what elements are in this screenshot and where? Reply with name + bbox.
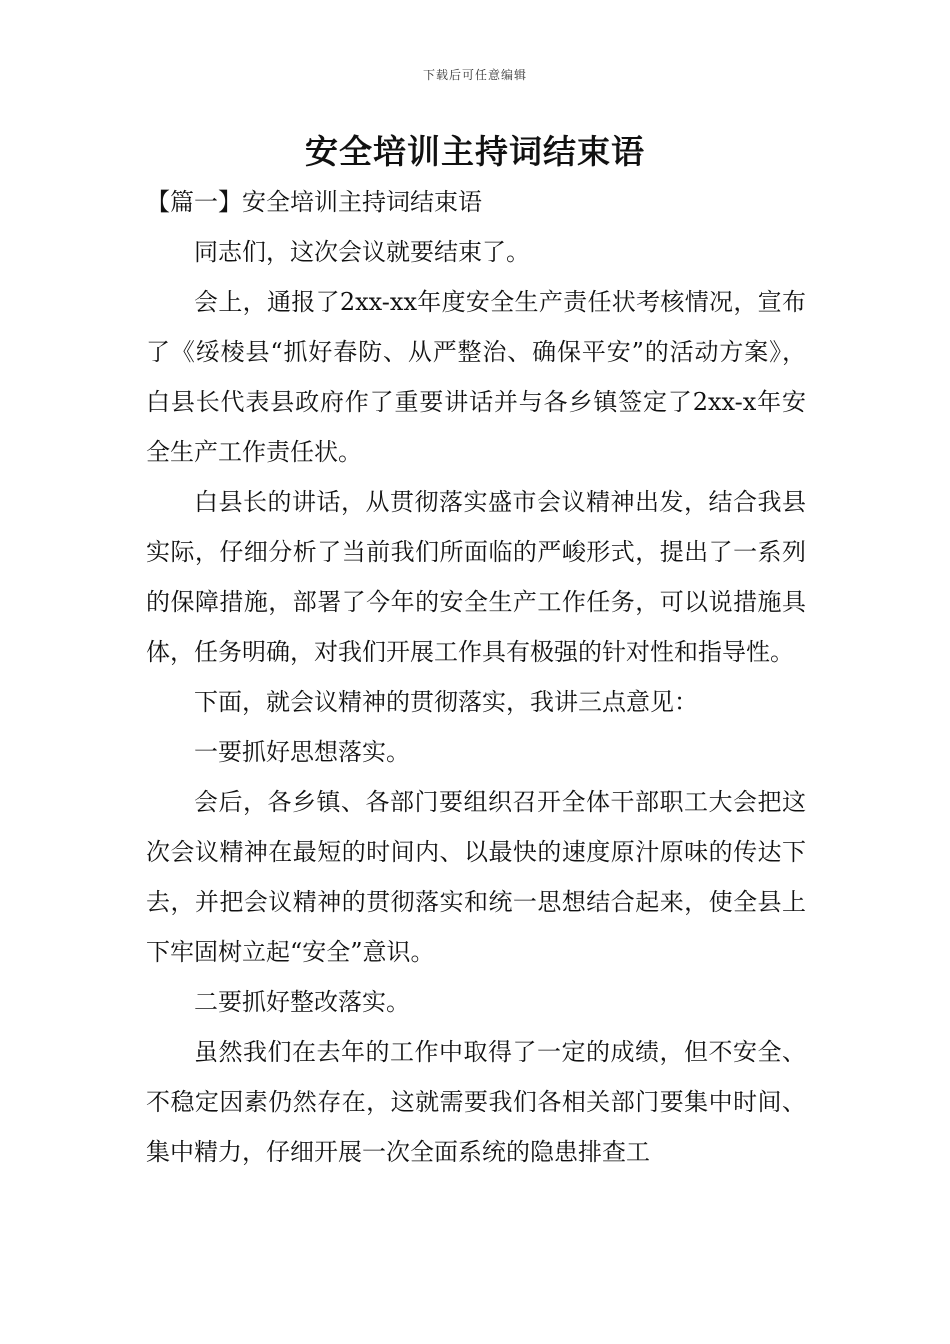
paragraph: 一要抓好思想落实。 [194,738,410,766]
paragraph: 虽然我们在去年的工作中取得了一定的成绩，但不安全、不稳定因素仍然存在，这就需要我们各相关部门要集中时间、集中精力，仔细开展一次全面系统的隐患排查工 [146,1038,806,1166]
paragraph: 会后，各乡镇、各部门要组织召开全体干部职工大会把这次会议精神在最短的时间内、以最快的速度原汁原味的传达下去，并把会议精神的贯彻落实和统一思想结合起来，使全县上下牢固树立起“安全”意识。 [146,788,806,966]
paragraph: 会上，通报了2xx-xx年度安全生产责任状考核情况，宣布了《绥棱县“抓好春防、从严整治、确保平安”的活动方案》，白县长代表县政府作了重要讲话并与各乡镇签定了2xx-x年安全生产工作责任状。 [146,288,806,466]
paragraph: 下面，就会议精神的贯彻落实，我讲三点意见： [194,688,698,716]
paragraph: 同志们，这次会议就要结束了。 [194,238,530,266]
paragraph: 白县长的讲话，从贯彻落实盛市会议精神出发，结合我县实际，仔细分析了当前我们所面临的严峻形式，提出了一系列的保障措施，部署了今年的安全生产工作任务，可以说措施具体，任务明确，对我们开展工作具有极强的针对性和指导性。 [146,488,806,666]
section-heading: 【篇一】安全培训主持词结束语 [146,188,482,216]
paragraph: 二要抓好整改落实。 [194,988,410,1016]
document-title: 安全培训主持词结束语 [305,132,645,171]
document-body [146,177,806,1177]
header-note: 下载后可任意编辑 [422,68,527,82]
